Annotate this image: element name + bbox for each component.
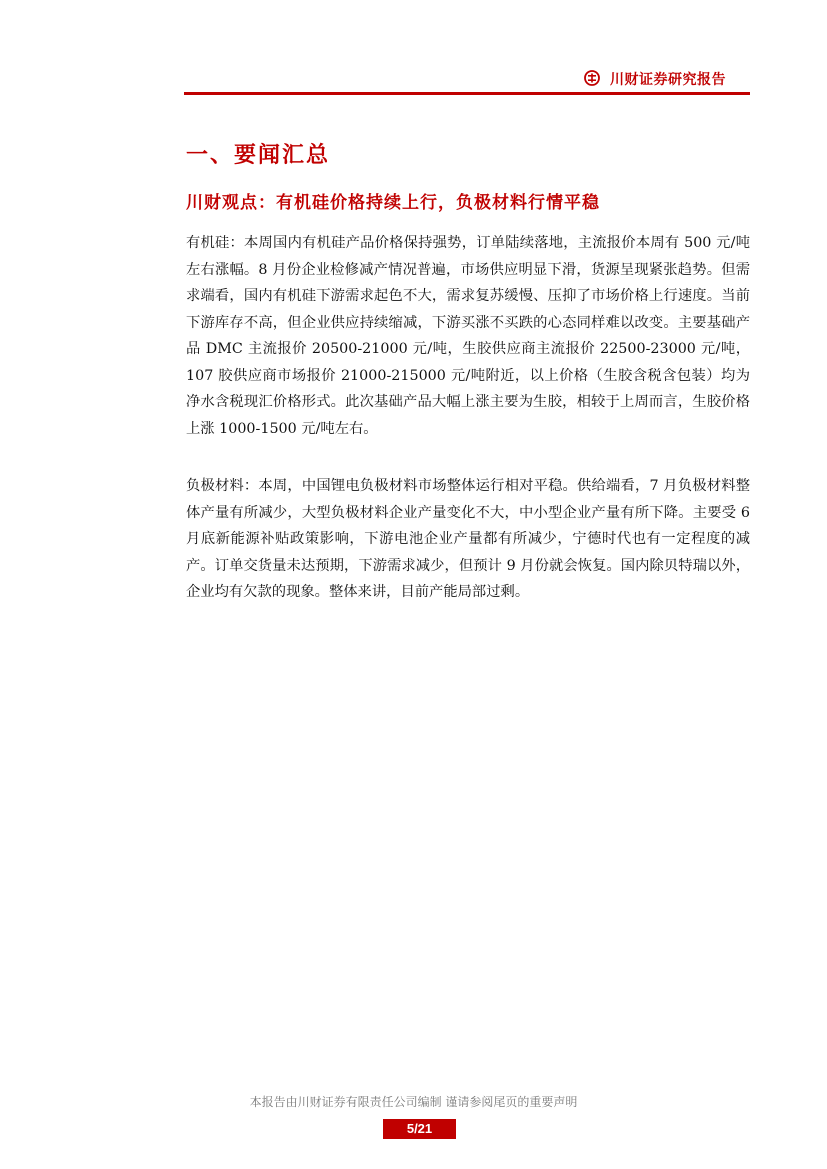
page-number-badge: 5/21 <box>383 1119 456 1139</box>
paragraph-silicone: 有机硅：本周国内有机硅产品价格保持强势，订单陆续落地，主流报价本周有 500 元/吨左右涨幅。8 月份企业检修减产情况普遍，市场供应明显下滑，货源呈现紧张趋势。但需求端看，国内有机硅下游需求起色不大，需求复苏缓慢、压抑了市场价格上行速度。当前下游库存不高，但企业供应持续缩减，下游买涨不买跌的心态同样难以改变。主要基础产品 DMC 主流报价 20500-21000 元/吨，生胶供应商主流报价 22500-23000 元/吨，107 胶供应商市场报价 21000-215000 元/吨附近，以上价格（生胶含税含包装）均为净水含税现汇价格形式。此次基础产品大幅上涨主要为生胶，相较于上周而言，生胶价格上涨 1000-1500 元/吨左右。 <box>186 235 750 437</box>
footer-disclaimer: 本报告由川财证券有限责任公司编制 谨请参阅尾页的重要声明 <box>249 1095 578 1109</box>
section-title: 一、要闻汇总 <box>186 142 331 168</box>
header-divider <box>184 92 750 95</box>
viewpoint-heading: 川财观点：有机硅价格持续上行，负极材料行情平稳 <box>186 193 600 213</box>
paragraph-anode-materials: 负极材料：本周，中国锂电负极材料市场整体运行相对平稳。供给端看，7 月负极材料整体产量有所减少，大型负极材料企业产量变化不大，中小型企业产量有所下降。主要受 6 月底新能源补贴政策影响，下游电池企业产量都有所减少，宁德时代也有一定程度的减产。订单交货量未达预期，下游需求减少，但预计 9 月份就会恢复。国内除贝特瑞以外，企业均有欠款的现象。整体来讲，目前产能局部过剩。 <box>186 478 750 600</box>
broker-logo-icon <box>584 70 600 86</box>
report-header-title: 川财证券研究报告 <box>610 72 726 88</box>
